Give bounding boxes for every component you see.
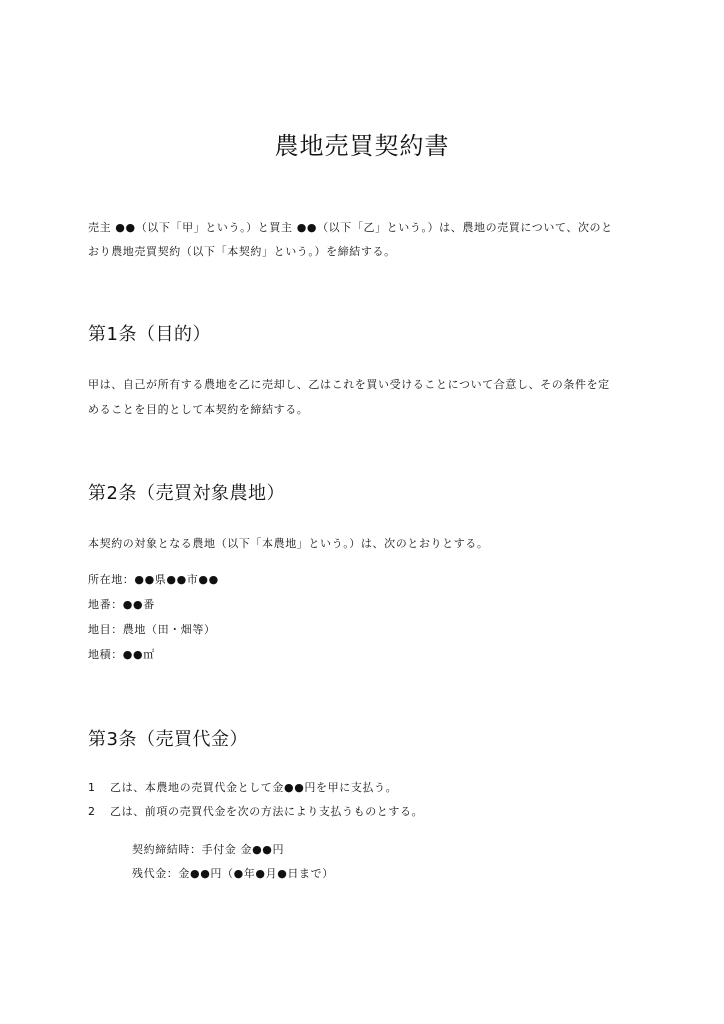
article-2-item-lot-number: 地番：●●番 (88, 598, 155, 611)
article-2-item-location: 所在地：●●県●●市●● (88, 573, 219, 586)
article-3-clause-1 (88, 781, 397, 795)
article-3-clause-2 (88, 805, 423, 819)
article-2-item-land-category: 地目：農地（田・畑等） (88, 623, 216, 636)
article-1-line-1: 甲は、自己が所有する農地を乙に売却し、乙はこれを買い受けることについて合意し、その条件を定 (88, 378, 610, 391)
article-2-heading: 第2条（売買対象農地） (88, 483, 285, 504)
preamble-line-1: 売主 ●●（以下「甲」という。）と買主 ●●（以下「乙」という。）は、農地の売買について、次のと (88, 221, 613, 234)
article-2-intro: 本契約の対象となる農地（以下「本農地」という。）は、次のとおりとする。 (88, 537, 489, 550)
article-2-item-area: 地積：●●㎡ (88, 648, 155, 661)
article-1-heading: 第1条（目的） (88, 324, 211, 345)
payment-item-balance: 残代金：金●●円（●年●月●日まで） (132, 867, 334, 880)
preamble-line-2: おり農地売買契約（以下「本契約」という。）を締結する。 (88, 245, 396, 258)
payment-item-deposit: 契約締結時：手付金 金●●円 (132, 843, 285, 856)
clause-number: 2 (88, 805, 96, 818)
article-1-line-2: めることを目的として本契約を締結する。 (88, 403, 309, 416)
document-title: 農地売買契約書 (274, 132, 450, 160)
clause-number: 1 (88, 781, 96, 794)
clause-text: 乙は、前項の売買代金を次の方法により支払うものとする。 (110, 805, 424, 818)
article-3-heading: 第3条（売買代金） (88, 729, 248, 750)
clause-text: 乙は、本農地の売買代金として金●●円を甲に支払う。 (110, 781, 398, 794)
